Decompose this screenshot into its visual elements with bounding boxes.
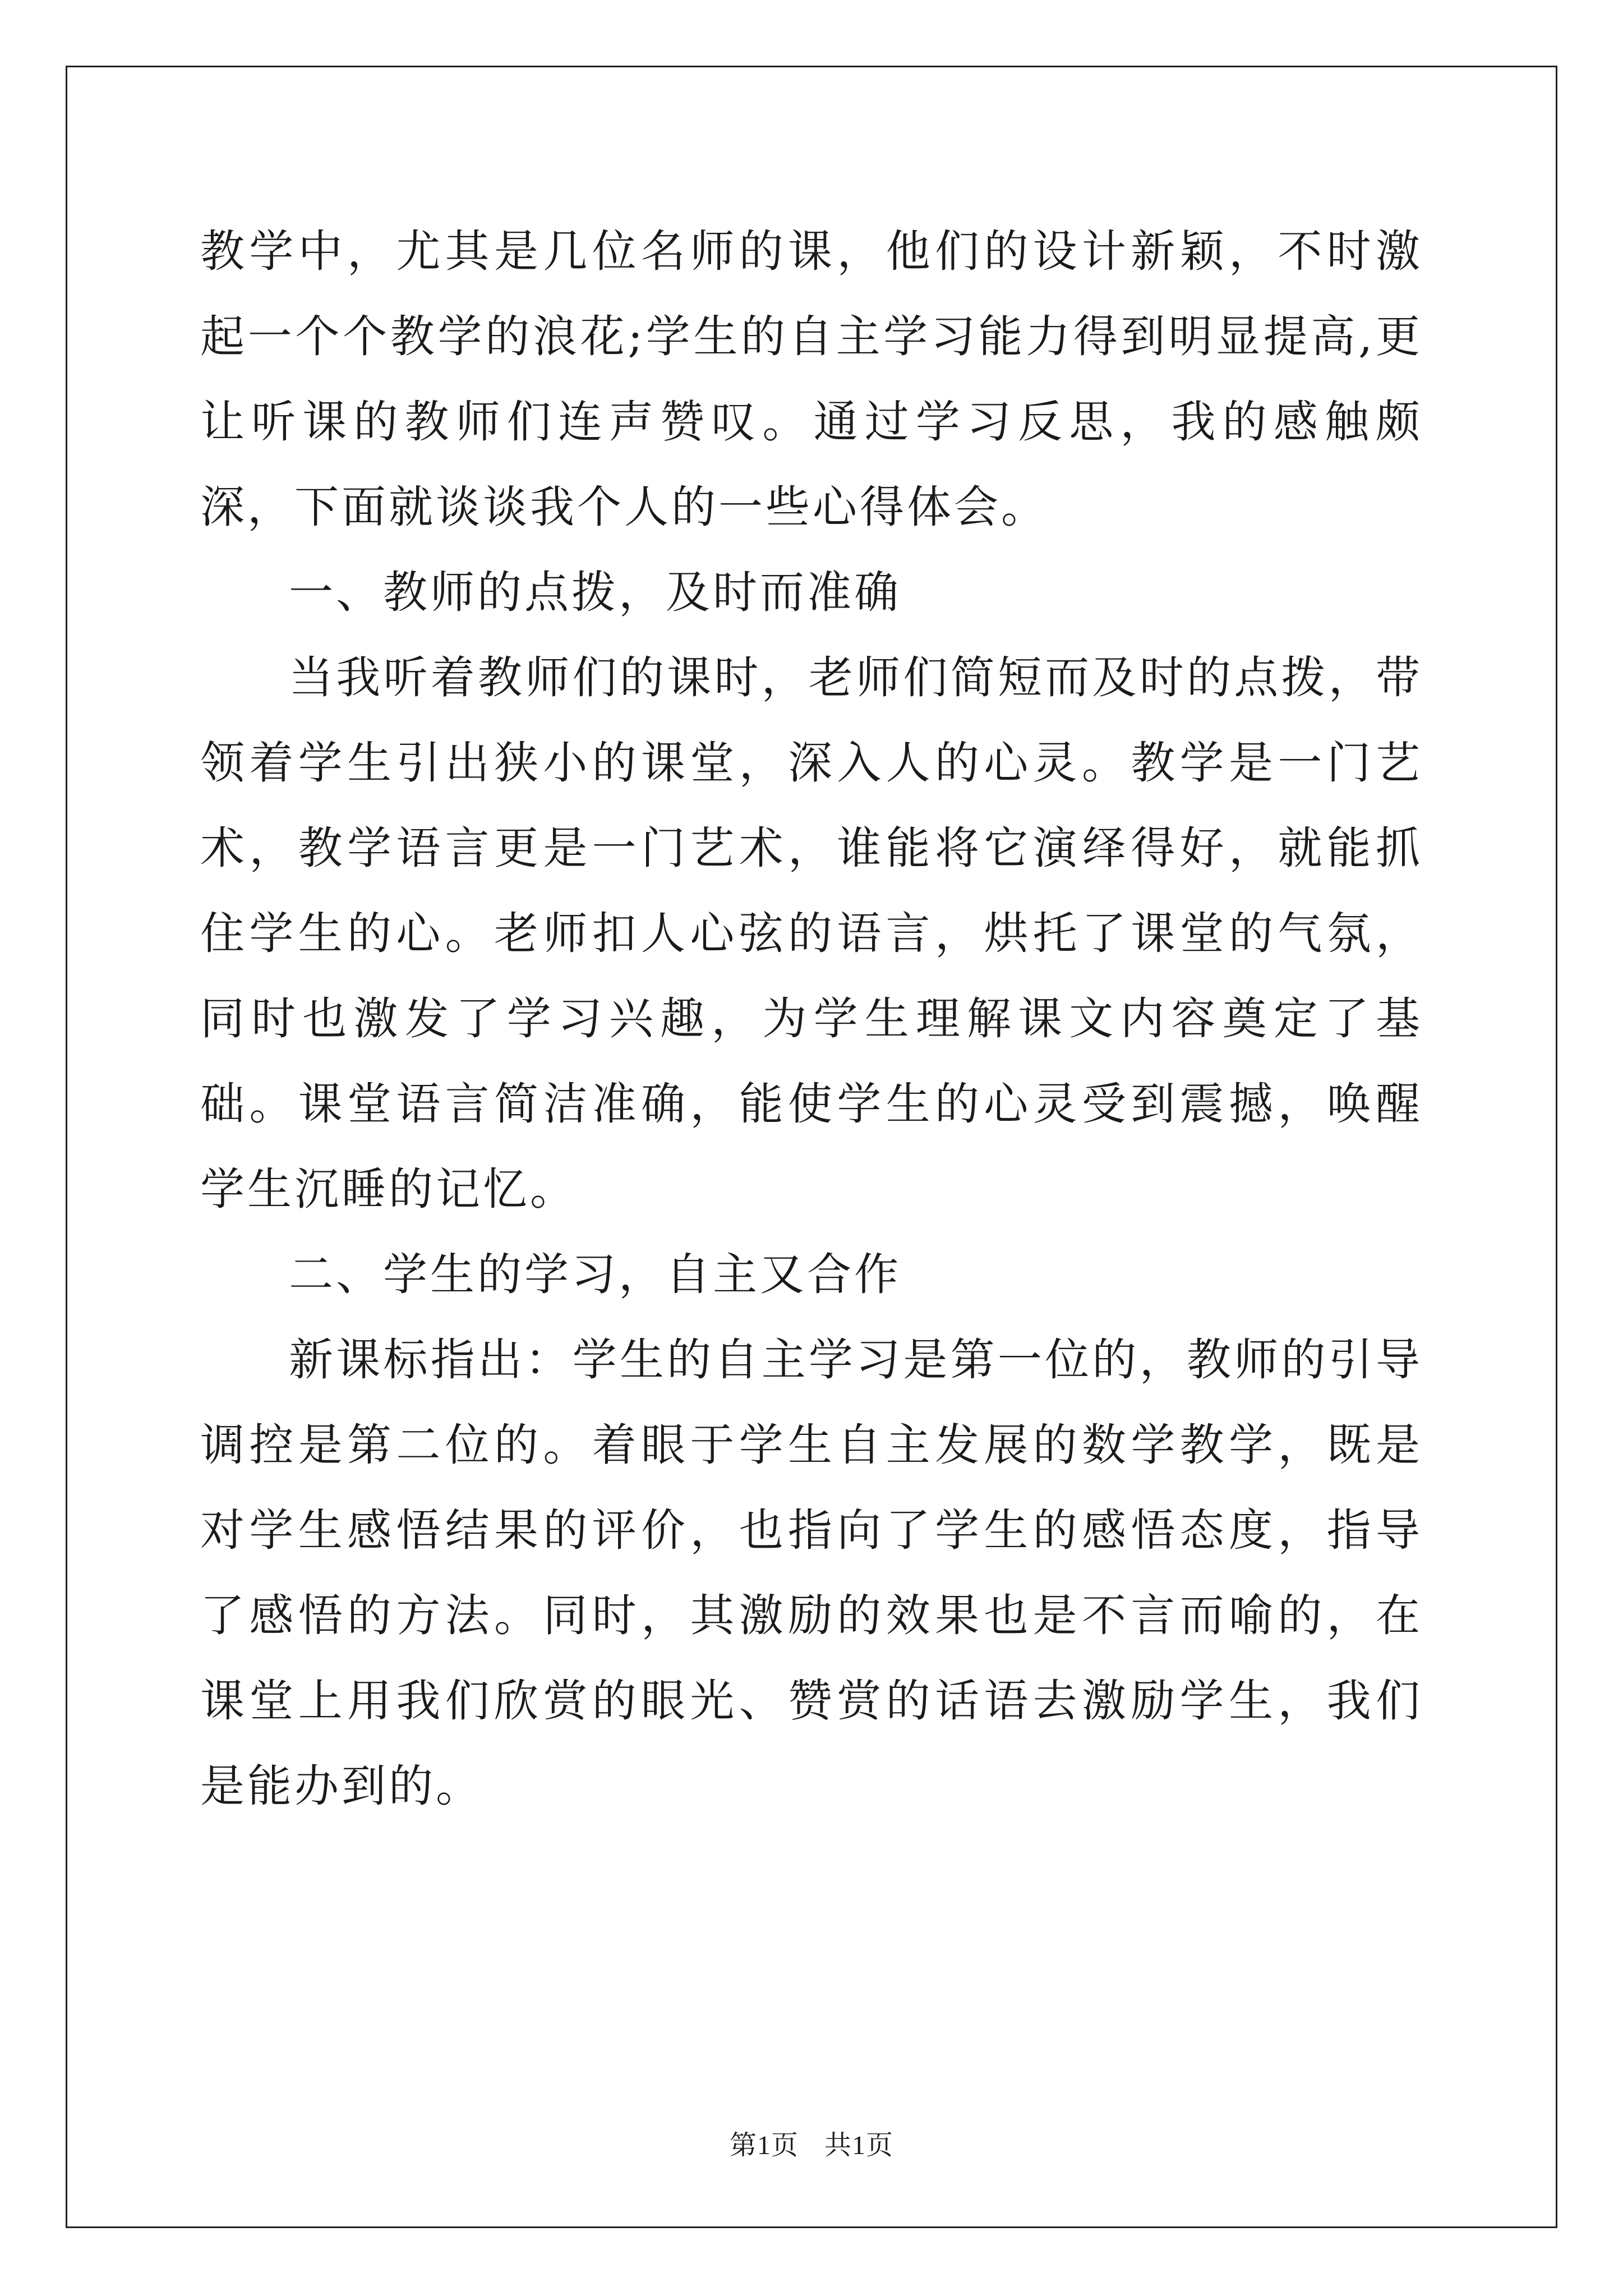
section-heading-2: 二、学生的学习，自主又合作 <box>289 1249 901 1300</box>
page-footer <box>0 2123 1623 2162</box>
page-total: 共1页 <box>824 2131 894 2160</box>
page-number: 第1页 <box>729 2131 799 2160</box>
paragraph-teacher-guidance: 当我听着教师们的课时，老师们简短而及时的点拨，带领着学生引出狭小的课堂，深入人的心灵。教学是一门艺术，教学语言更是一门艺术，谁能将它演绎得好，就能抓住学生的心。老师扣人心弦的语言，烘托了课堂的气氛，同时也激发了学习兴趣，为学生理解课文内容奠定了基础。课堂语言简洁准确，能使学生的心灵受到震撼，唤醒学生沉睡的记忆。 <box>200 652 1423 1215</box>
document-body <box>200 209 1423 1829</box>
paragraph-student-learning: 新课标指出：学生的自主学习是第一位的，教师的引导调控是第二位的。着眼于学生自主发展的数学教学，既是对学生感悟结果的评价，也指向了学生的感悟态度，指导了感悟的方法。同时，其激励的效果也是不言而喻的，在课堂上用我们欣赏的眼光、赞赏的话语去激励学生，我们是能办到的。 <box>200 1334 1423 1812</box>
section-heading-1: 一、教师的点拨，及时而准确 <box>289 567 901 618</box>
paragraph-intro: 教学中，尤其是几位名师的课，他们的设计新颖，不时激起一个个教学的浪花;学生的自主学习能力得到明显提高,更让听课的教师们连声赞叹。通过学习反思，我的感触颇深，下面就谈谈我个人的一些心得体会。 <box>200 226 1423 533</box>
